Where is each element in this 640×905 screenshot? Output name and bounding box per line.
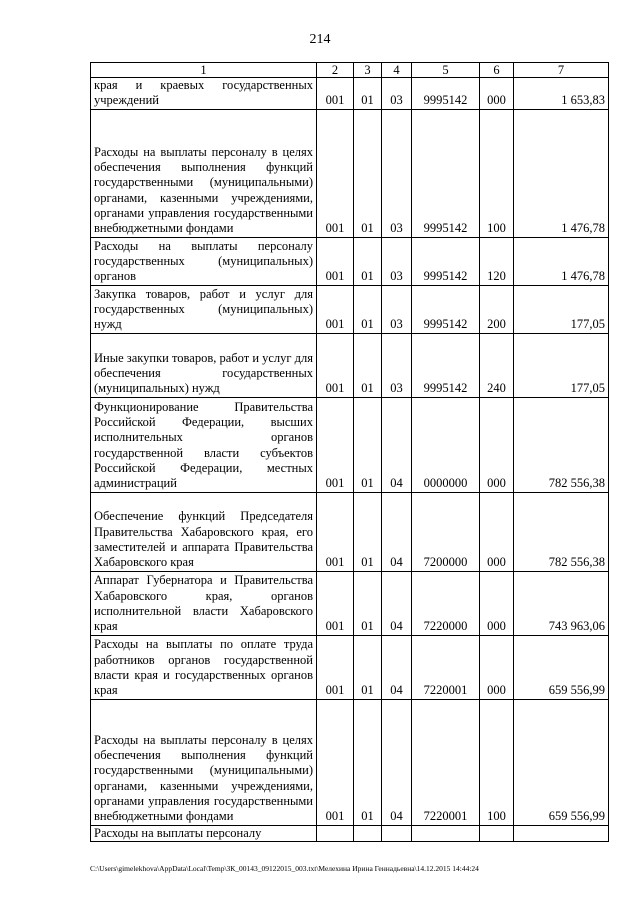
table-row [91, 825, 609, 841]
row-code-4: 04 [382, 397, 412, 492]
row-amount [514, 825, 609, 841]
row-amount: 1 653,83 [514, 78, 609, 110]
header-row [91, 63, 609, 78]
row-code-4: 04 [382, 492, 412, 571]
row-amount: 1 476,78 [514, 237, 609, 285]
file-path-footer: C:\Users\gimelekhova\AppData\Local\Temp\ЗК_00143_09122015_003.txt\Мелехина Ирина Геннадьевна\14.12.2015 14:44:24 [90, 864, 479, 873]
row-code-4: 03 [382, 109, 412, 237]
table-row [91, 109, 609, 237]
row-code-5: 7200000 [412, 492, 480, 571]
row-name: Обеспечение функций Председателя Правительства Хабаровского края, его заместителей и аппарата Правительства Хабаровского края [91, 492, 317, 571]
row-code-6: 120 [480, 237, 514, 285]
row-name: Расходы на выплаты по оплате труда работников органов государственной власти края и государственных органов края [91, 635, 317, 699]
row-amount: 177,05 [514, 285, 609, 333]
row-code-5: 7220001 [412, 699, 480, 825]
row-code-2: 001 [317, 237, 354, 285]
header-col-5: 5 [412, 63, 480, 78]
row-code-4: 04 [382, 571, 412, 635]
row-code-5: 7220000 [412, 571, 480, 635]
row-amount: 659 556,99 [514, 699, 609, 825]
row-name: Расходы на выплаты персоналу [91, 825, 317, 841]
row-code-5: 0000000 [412, 397, 480, 492]
row-amount: 782 556,38 [514, 397, 609, 492]
row-name: Расходы на выплаты персоналу в целях обеспечения выполнения функций государственными (муниципальными) органами, казенными учреждениями, органами управления государственными внебюджетными фондами [91, 699, 317, 825]
row-code-2: 001 [317, 285, 354, 333]
row-name: Аппарат Губернатора и Правительства Хабаровского края, органов исполнительной власти Хабаровского края [91, 571, 317, 635]
row-code-6: 200 [480, 285, 514, 333]
row-code-6: 000 [480, 571, 514, 635]
table-row [91, 237, 609, 285]
row-code-2: 001 [317, 699, 354, 825]
row-code-3: 01 [354, 78, 382, 110]
row-code-4: 03 [382, 285, 412, 333]
header-col-3: 3 [354, 63, 382, 78]
row-code-3: 01 [354, 571, 382, 635]
header-col-1: 1 [91, 63, 317, 78]
row-code-6: 100 [480, 699, 514, 825]
row-code-3: 01 [354, 237, 382, 285]
header-col-6: 6 [480, 63, 514, 78]
row-code-3: 01 [354, 285, 382, 333]
row-name: Функционирование Правительства Российской Федерации, высших исполнительных органов государственной власти субъектов Российской Федерации, местных администраций [91, 397, 317, 492]
row-code-3: 01 [354, 699, 382, 825]
budget-table [90, 62, 609, 842]
row-amount: 743 963,06 [514, 571, 609, 635]
row-name: Расходы на выплаты персоналу государственных (муниципальных) органов [91, 237, 317, 285]
row-code-2: 001 [317, 78, 354, 110]
row-code-5: 9995142 [412, 237, 480, 285]
row-code-2: 001 [317, 397, 354, 492]
row-name: Расходы на выплаты персоналу в целях обеспечения выполнения функций государственными (муниципальными) органами, казенными учреждениями, органами управления государственными внебюджетными фондами [91, 109, 317, 237]
row-code-3: 01 [354, 397, 382, 492]
row-code-6: 000 [480, 635, 514, 699]
table-row [91, 333, 609, 397]
row-name: Иные закупки товаров, работ и услуг для обеспечения государственных (муниципальных) нужд [91, 333, 317, 397]
row-name: края и краевых государственных учреждений [91, 78, 317, 110]
table-row [91, 699, 609, 825]
row-code-5: 7220001 [412, 635, 480, 699]
row-code-4: 04 [382, 635, 412, 699]
table-row [91, 635, 609, 699]
row-code-3: 01 [354, 333, 382, 397]
header-col-2: 2 [317, 63, 354, 78]
row-code-4 [382, 825, 412, 841]
row-code-6: 000 [480, 492, 514, 571]
row-code-3 [354, 825, 382, 841]
row-code-3: 01 [354, 492, 382, 571]
row-code-2: 001 [317, 109, 354, 237]
row-code-2: 001 [317, 333, 354, 397]
row-code-4: 03 [382, 237, 412, 285]
row-code-2: 001 [317, 492, 354, 571]
row-code-2: 001 [317, 571, 354, 635]
row-code-2: 001 [317, 635, 354, 699]
row-code-6 [480, 825, 514, 841]
row-name: Закупка товаров, работ и услуг для государственных (муниципальных) нужд [91, 285, 317, 333]
table-row [91, 492, 609, 571]
page-number: 214 [309, 32, 331, 47]
row-code-5: 9995142 [412, 285, 480, 333]
row-code-3: 01 [354, 109, 382, 237]
row-amount: 659 556,99 [514, 635, 609, 699]
row-code-5: 9995142 [412, 78, 480, 110]
row-code-4: 04 [382, 699, 412, 825]
row-code-2 [317, 825, 354, 841]
table-row [91, 571, 609, 635]
row-code-5: 9995142 [412, 333, 480, 397]
row-amount: 1 476,78 [514, 109, 609, 237]
row-code-4: 03 [382, 78, 412, 110]
row-code-4: 03 [382, 333, 412, 397]
header-col-4: 4 [382, 63, 412, 78]
table-row [91, 285, 609, 333]
table-row [91, 397, 609, 492]
row-code-6: 000 [480, 397, 514, 492]
header-col-7: 7 [514, 63, 609, 78]
row-code-6: 240 [480, 333, 514, 397]
table-row [91, 78, 609, 110]
row-amount: 177,05 [514, 333, 609, 397]
row-amount: 782 556,38 [514, 492, 609, 571]
row-code-6: 000 [480, 78, 514, 110]
row-code-6: 100 [480, 109, 514, 237]
row-code-5 [412, 825, 480, 841]
row-code-3: 01 [354, 635, 382, 699]
row-code-5: 9995142 [412, 109, 480, 237]
